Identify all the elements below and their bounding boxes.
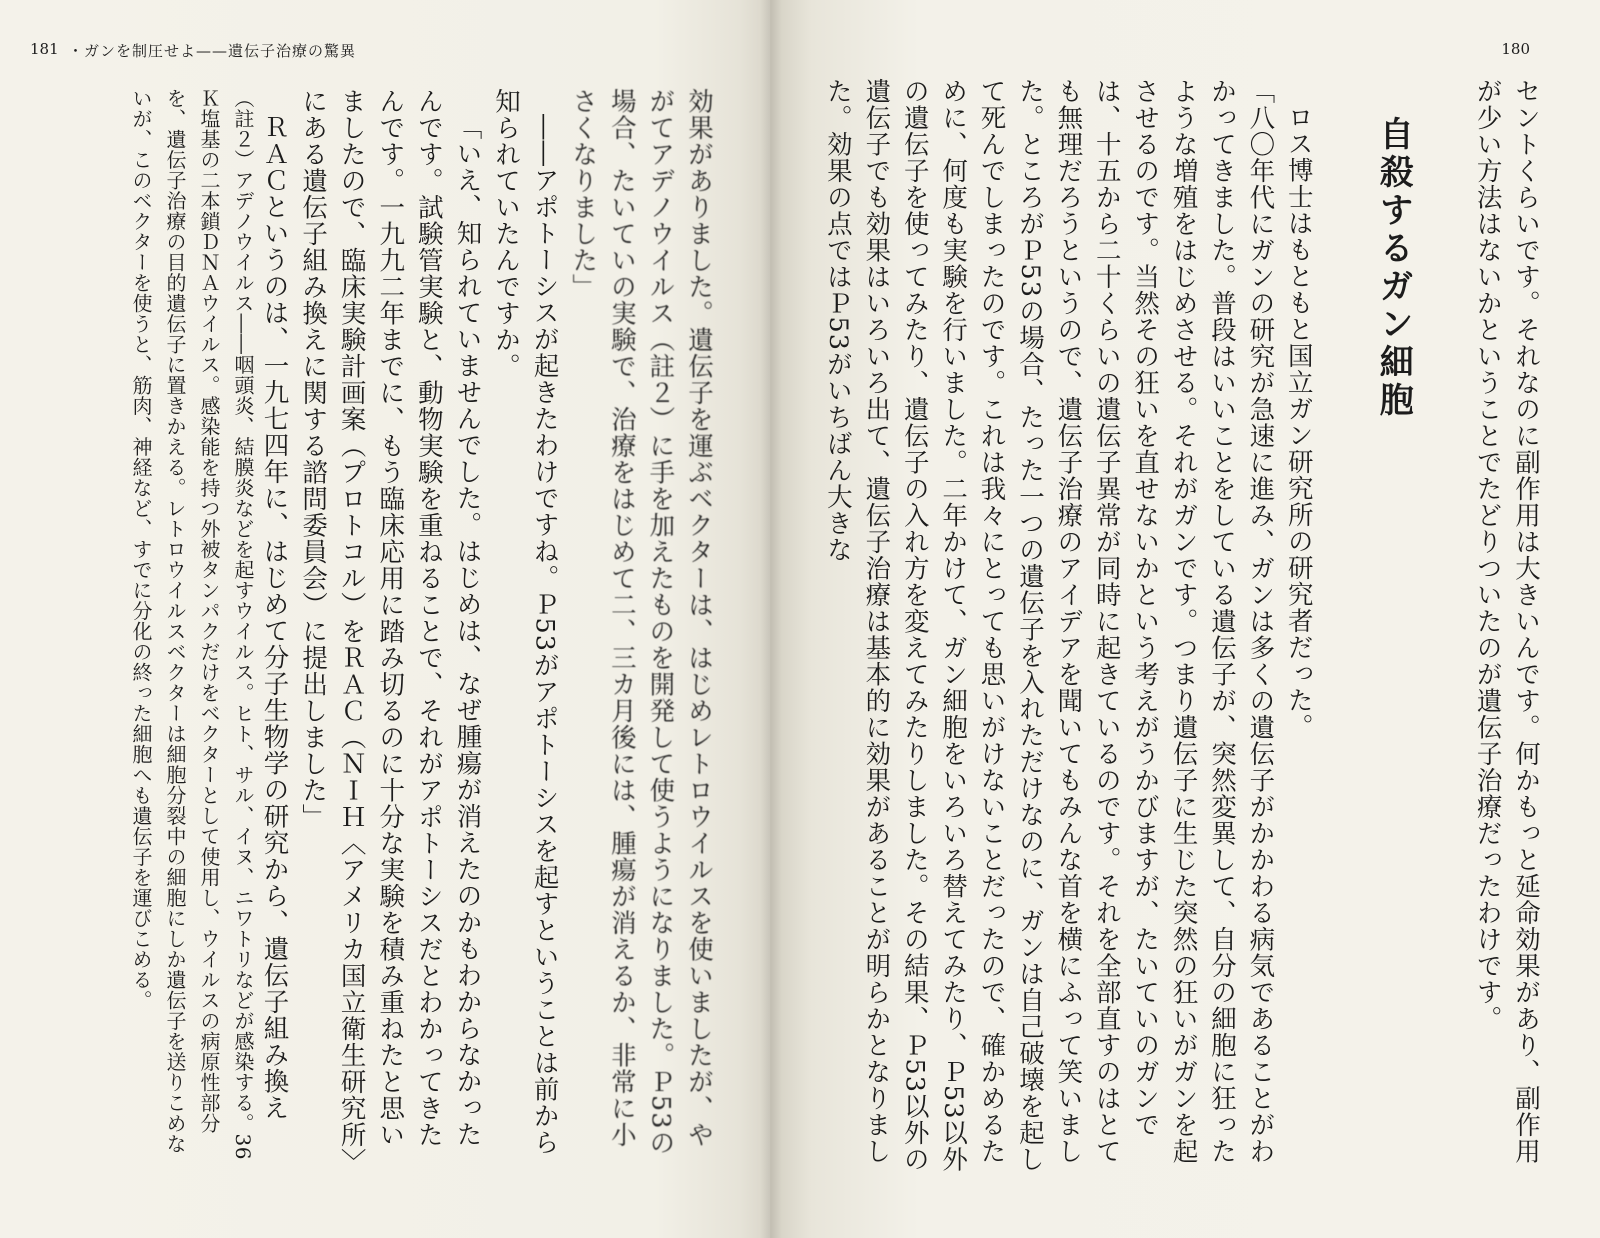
paragraph: ＲＡＣというのは、一九七四年に、はじめて分子生物学の研究から、遺伝子組み換え bbox=[259, 113, 290, 1121]
body-text bbox=[198, 88, 718, 1163]
page-number: 180 bbox=[1501, 40, 1530, 58]
page-number: 181 bbox=[30, 40, 59, 58]
paragraph: ロス博士はもともと国立ガン研究所の研究者だった。 bbox=[1283, 103, 1314, 740]
body-text bbox=[770, 78, 1545, 1178]
section-heading: 自殺するガン細胞 bbox=[1373, 116, 1414, 420]
paragraph: ――アポトーシスが起きたわけですね。Ｐ53がアポトーシスを起すということは前から知られていたんですか。 bbox=[491, 88, 560, 1155]
paragraph: 「いえ、知られていませんでした。はじめは、なぜ腫瘍が消えたのかもわからなかったんです。試験管実験と、動物実験を重ねることで、それがアポトーシスだとわかってきたんです。一九九二年までに、もう臨床応用に踏み切るのに十分な実験を積み重ねたと思いましたので、臨床実験計画案（プロトコル）をＲＡＣ（ＮＩＨ〈アメリカ国立衛生研究所〉にある遺伝子組み換えに関する諮問委員会）に提出しました」 bbox=[298, 88, 483, 1162]
paragraph: 効果がありました。遺伝子を運ぶベクターは、はじめレトロウイルスを使いましたが、やがてアデノウイルス（註２）に手を加えたものを開発して使うようになりました。Ｐ53の場合、たいていの実験で、治療をはじめて二、三カ月後には、腫瘍が消えるか、非常に小さくなりました」 bbox=[568, 88, 714, 1156]
running-head: ・ガンを制圧せよ——遺伝子治療の驚異 bbox=[68, 42, 357, 60]
right-page bbox=[770, 0, 1600, 1238]
paragraph: 「八〇年代にガンの研究が急速に進み、ガンは多くの遺伝子がかかわる病気であることがわかってきました。普段はいいことをしている遺伝子が、突然変異して、自分の細胞に狂ったような増殖をはじめさせる。それがガンです。つまり遺伝子に生じた突然の狂いがガンを起させるのです。当然その狂いを直せないかという考えがうかびますが、たいていのガンでは、十五から二十くらいの遺伝子異常が同時に起きているのです。それを全部直すのはとても無理だろうというので、遺伝子治療のアイデアを聞いてもみんな首を横にふって笑いました。ところがＰ53の場合、たった一つの遺伝子を入れただけなのに、ガンは自己破壊を起して死んでしまったのです。これは我々にとっても思いがけないことだったので、確かめるために、何度も実験を行いました。二年かけて、ガン細胞をいろいろ替えてみたり、Ｐ53以外の遺伝子を使ってみたり、遺伝子の入れ方を変えてみたりしました。その結果、Ｐ53以外の遺伝子でも効果はいろいろ出て、遺伝子治療は基本的に効果があることが明らかとなりました。効果の点ではＰ53がいちばん大きな bbox=[822, 78, 1276, 1173]
paragraph: セントくらいです。それなのに副作用は大きいんです。何かもっと延命効果があり、副作用が少い方法はないかということでたどりついたのが遺伝子治療だったわけです。 bbox=[1472, 78, 1541, 1165]
footnotes bbox=[60, 88, 260, 1163]
footnote: （註２）アデノウイルス――咽頭炎、結膜炎などを起すウイルス。ヒト、サル、イヌ、ニワトリなどが感染する。36Ｋ塩基の二本鎖ＤＮＡウイルス。感染能を持つ外被タンパクだけをベクターとして使用し、ウイルスの病原性部分を、遺伝子治療の目的遺伝子に置きかえる。レトロウイルスベクターは細胞分裂中の細胞にしか遺伝子を送りこめないが、このベクターを使うと、筋肉、神経など、すでに分化の終った細胞へも遺伝子を運びこめる。 bbox=[129, 88, 255, 1160]
book-gutter bbox=[760, 0, 782, 1238]
left-page bbox=[0, 0, 770, 1238]
